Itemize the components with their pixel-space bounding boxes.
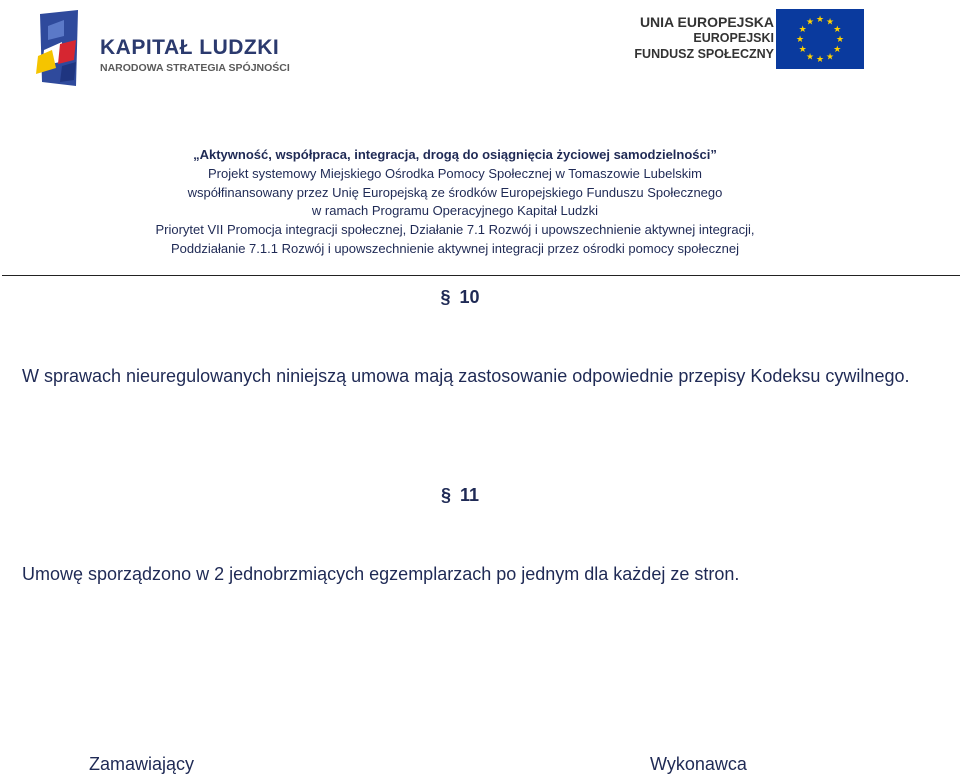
eu-logo-line3: FUNDUSZ SPOŁECZNY [634, 47, 774, 61]
svg-text:★: ★ [815, 55, 825, 65]
project-line-4: w ramach Programu Operacyjnego Kapitał Ludzki [311, 203, 599, 219]
svg-text:★: ★ [805, 17, 815, 28]
eu-flag-icon [776, 9, 864, 69]
section-number: 11 [459, 485, 480, 505]
svg-text:★: ★ [825, 52, 835, 63]
section-symbol: § [440, 287, 451, 307]
signature-wykonawca: Wykonawca [650, 754, 747, 774]
section-symbol: § [440, 485, 451, 505]
project-line-2: Projekt systemowy Miejskiego Ośrodka Pomocy Społecznej w Tomaszowie Lubelskim [208, 165, 702, 181]
eu-logo [634, 8, 870, 72]
svg-text:★: ★ [798, 25, 807, 35]
section-11-text: Umowę sporządzono w 2 jednobrzmiących egzemplarzach po jednym dla każdej ze stron. [22, 564, 740, 584]
section-number: 10 [459, 287, 480, 307]
kapital-ludzki-title: KAPITAŁ LUDZKI [100, 36, 280, 59]
svg-text:★: ★ [833, 45, 842, 55]
project-title: „Aktywność, współpraca, integracja, drogą do osiągnięcia życiowej samodzielności” [193, 147, 717, 162]
project-line-3: współfinansowany przez Unię Europejską ze środków Europejskiego Funduszu Społecznego [187, 184, 723, 200]
eu-logo-text [634, 14, 774, 62]
svg-text:★: ★ [805, 52, 815, 63]
svg-text:★: ★ [833, 25, 842, 35]
eu-logo-line2: EUROPEJSKI [693, 31, 774, 45]
kapital-ludzki-logo [30, 6, 290, 90]
project-line-6: Poddziałanie 7.1.1 Rozwój i upowszechnienie aktywnej integracji przez ośrodki pomocy społecznej [171, 240, 739, 256]
project-header [0, 146, 910, 259]
section-10-text: W sprawach nieuregulowanych niniejszą umowa mają zastosowanie odpowiednie przepisy Kodeksu cywilnego. [22, 366, 910, 386]
svg-text:★: ★ [835, 35, 845, 45]
signature-zamawiajacy: Zamawiający [89, 754, 195, 774]
svg-text:★: ★ [825, 17, 835, 28]
header-divider [2, 275, 960, 276]
section-11-heading [0, 485, 920, 506]
project-line-5: Priorytet VII Promocja integracji społecznej, Działanie 7.1 Rozwój i upowszechnienie aktywnej integracji, [155, 222, 755, 238]
kapital-ludzki-subtitle: NARODOWA STRATEGIA SPÓJNOŚCI [100, 62, 290, 74]
section-10-heading [0, 287, 920, 308]
svg-text:★: ★ [795, 35, 805, 45]
eu-logo-line1: UNIA EUROPEJSKA [639, 14, 774, 30]
svg-text:★: ★ [815, 15, 825, 25]
kapital-ludzki-emblem-icon [30, 6, 94, 90]
svg-text:★: ★ [798, 45, 807, 55]
